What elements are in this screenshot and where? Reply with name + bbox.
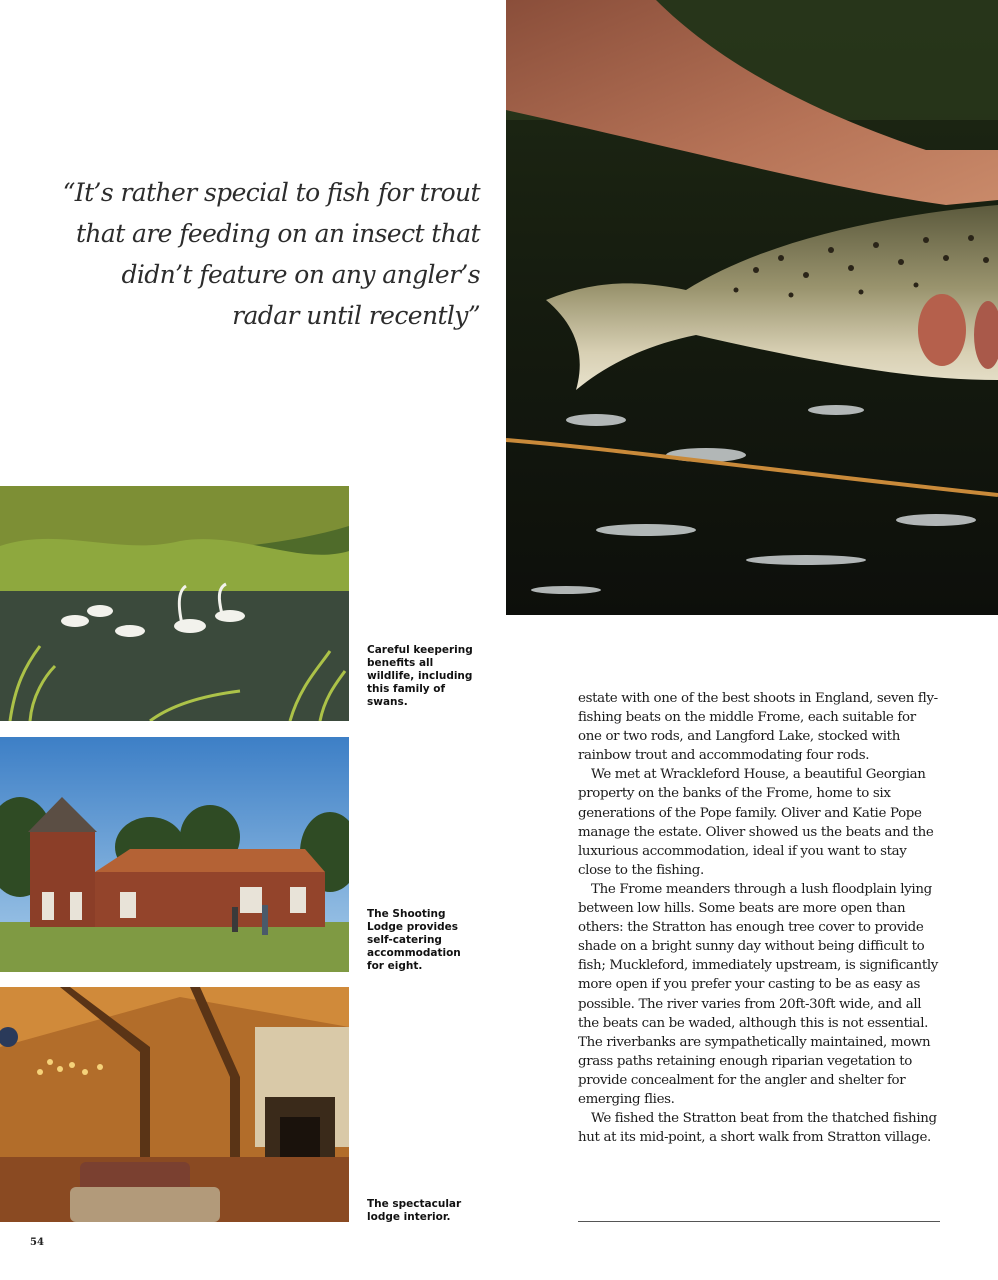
pull-quote xyxy=(60,172,480,336)
swans-photo xyxy=(0,486,349,721)
body-paragraph: We met at Wrackleford House, a beautiful Georgian property on the banks of the Frome, home to six generations of the Pope family. Oliver and Katie Pope manage the estate. Oliver showed us the beats and the luxurious accommodation, ideal if you want to stay close to the fishing. xyxy=(578,767,934,878)
pull-quote-line: that are feeding on an insect that xyxy=(75,219,480,248)
body-paragraph: The Frome meanders through a lush floodplain lying between low hills. Some beats are more open than others: the Stratton has enough tree cover to provide shade on a bright sunny day without being difficult to fish; Muckleford, immediately upstream, is significantly more open if you prefer your casting to be as easy as possible. The river varies from 20ft-30ft wide, and all the beats can be waded, although this is not essential. The riverbanks are sympathetically maintained, mown grass paths retaining enough riparian vegetation to provide concealment for the angler and shelter for emerging flies. xyxy=(578,881,939,1107)
pull-quote-line: radar until recently” xyxy=(232,301,480,330)
pull-quote-line: “It’s rather special to fish for trout xyxy=(62,178,480,207)
pull-quote-line: didn’t feature on any angler’s xyxy=(121,260,480,289)
body-paragraph: We fished the Stratton beat from the thatched fishing hut at its mid-point, a short walk from Stratton village. xyxy=(578,1111,937,1146)
lodge-caption: The Shooting Lodge provides self-catering accommodation for eight. xyxy=(367,908,461,972)
lodge-interior-photo xyxy=(0,987,349,1222)
body-paragraph: estate with one of the best shoots in England, seven fly-fishing beats on the middle Frome, each suitable for one or two rods, and Langford Lake, stocked with rainbow trout and accommodating four rods. xyxy=(578,691,938,764)
column-rule xyxy=(578,1221,940,1222)
page-number: 54 xyxy=(30,1237,44,1248)
swans-caption: Careful keepering benefits all wildlife, including this family of swans. xyxy=(367,644,473,708)
trout-photo xyxy=(506,0,998,615)
shooting-lodge-photo xyxy=(0,737,349,972)
article-body xyxy=(578,689,943,1147)
interior-caption: The spectacular lodge interior. xyxy=(367,1198,462,1223)
